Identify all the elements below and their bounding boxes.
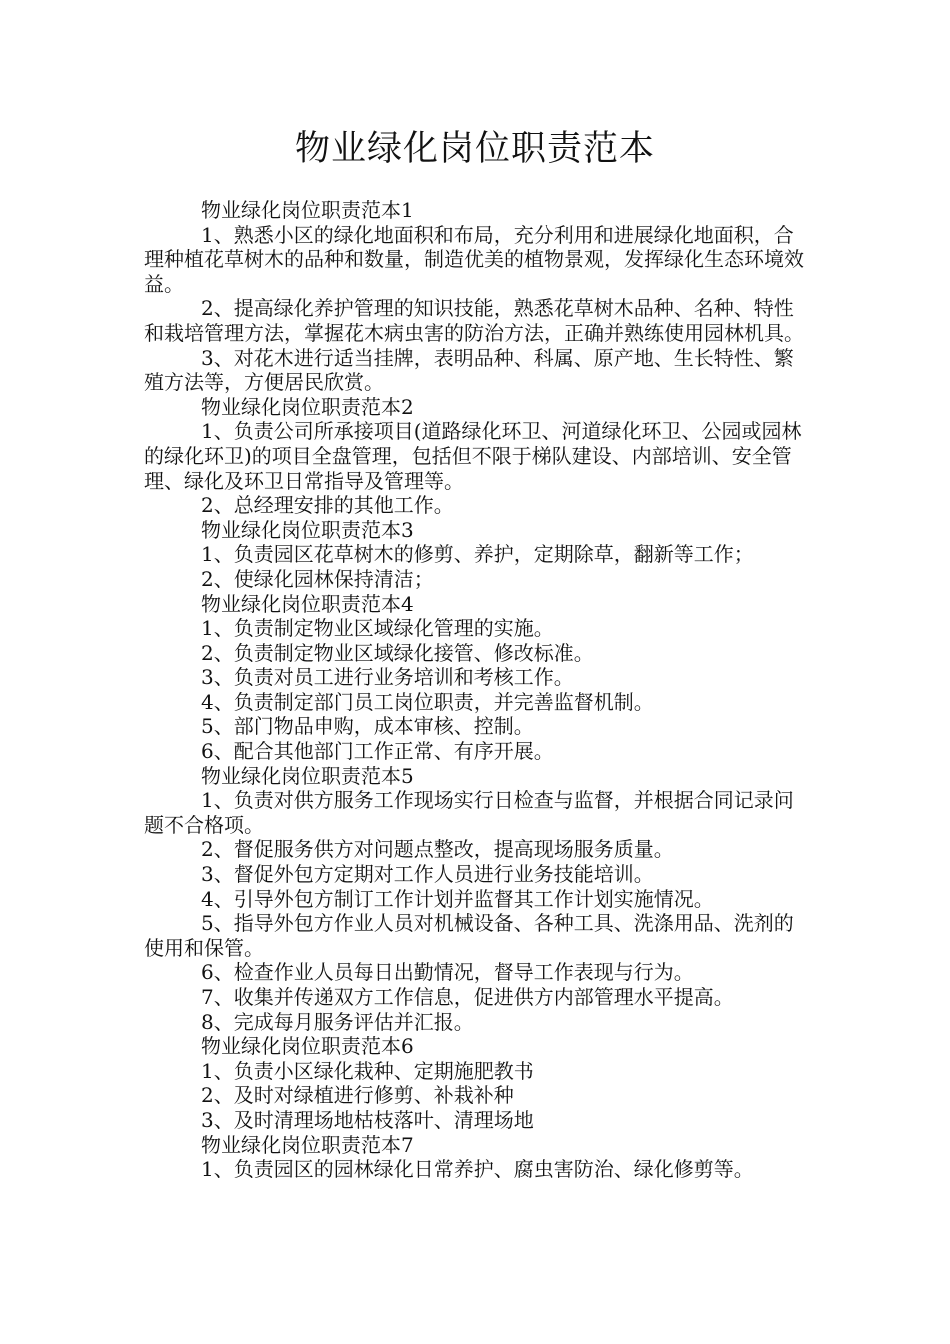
paragraph: 1、负责小区绿化栽种、定期施肥教书 [201, 1058, 534, 1083]
section-heading: 物业绿化岗位职责范本3 [201, 517, 414, 542]
paragraph: 1、负责对供方服务工作现场实行日检查与监督，并根据合同记录问题不合格项。 [144, 788, 794, 837]
paragraph: 3、及时清理场地枯枝落叶、清理场地 [201, 1107, 534, 1132]
section-heading: 物业绿化岗位职责范本6 [201, 1034, 414, 1059]
paragraph: 3、负责对员工进行业务培训和考核工作。 [201, 665, 574, 690]
paragraph: 8、完成每月服务评估并汇报。 [201, 1009, 474, 1034]
paragraph: 4、引导外包方制订工作计划并监督其工作计划实施情况。 [201, 886, 714, 911]
paragraph: 1、熟悉小区的绿化地面积和布局，充分利用和进展绿化地面积，合理种植花草树木的品种和数量，制造优美的植物景观，发挥绿化生态环境效益。 [144, 222, 804, 296]
section-heading: 物业绿化岗位职责范本4 [201, 591, 414, 616]
document-title: 物业绿化岗位职责范本 [294, 129, 655, 169]
paragraph: 1、负责园区花草树木的修剪、养护，定期除草，翻新等工作； [201, 542, 754, 567]
document-body [144, 198, 812, 1182]
paragraph: 2、督促服务供方对问题点整改，提高现场服务质量。 [201, 837, 674, 862]
paragraph: 2、负责制定物业区域绿化接管、修改标准。 [201, 640, 594, 665]
paragraph: 1、负责制定物业区域绿化管理的实施。 [201, 616, 554, 641]
paragraph: 6、配合其他部门工作正常、有序开展。 [201, 739, 554, 764]
paragraph: 2、总经理安排的其他工作。 [201, 493, 454, 518]
paragraph: 1、负责公司所承接项目(道路绿化环卫、河道绿化环卫、公园或园林的绿化环卫)的项目全盘管理，包括但不限于梯队建设、内部培训、安全管理、绿化及环卫日常指导及管理等。 [144, 419, 802, 493]
paragraph: 4、负责制定部门员工岗位职责，并完善监督机制。 [201, 689, 654, 714]
section-heading: 物业绿化岗位职责范本1 [201, 198, 414, 222]
paragraph: 3、对花木进行适当挂牌，表明品种、科属、原产地、生长特性、繁殖方法等，方便居民欣赏。 [144, 345, 794, 395]
paragraph: 5、指导外包方作业人员对机械设备、各种工具、洗涤用品、洗剂的使用和保管。 [144, 911, 794, 960]
paragraph: 3、督促外包方定期对工作人员进行业务技能培训。 [201, 862, 654, 887]
paragraph: 5、部门物品申购，成本审核、控制。 [201, 714, 534, 739]
paragraph: 2、使绿化园林保持清洁； [201, 566, 434, 591]
section-heading: 物业绿化岗位职责范本7 [201, 1132, 414, 1157]
section-heading: 物业绿化岗位职责范本5 [201, 763, 414, 788]
paragraph: 6、检查作业人员每日出勤情况，督导工作表现与行为。 [201, 960, 694, 985]
paragraph: 2、提高绿化养护管理的知识技能，熟悉花草树木品种、名种、特性和栽培管理方法，掌握花木病虫害的防治方法，正确并熟练使用园林机具。 [144, 296, 804, 345]
paragraph: 7、收集并传递双方工作信息，促进供方内部管理水平提高。 [201, 985, 734, 1009]
section-heading: 物业绿化岗位职责范本2 [201, 394, 414, 419]
paragraph: 2、及时对绿植进行修剪、补栽补种 [201, 1083, 514, 1108]
paragraph: 1、负责园区的园林绿化日常养护、腐虫害防治、绿化修剪等。 [201, 1157, 754, 1182]
